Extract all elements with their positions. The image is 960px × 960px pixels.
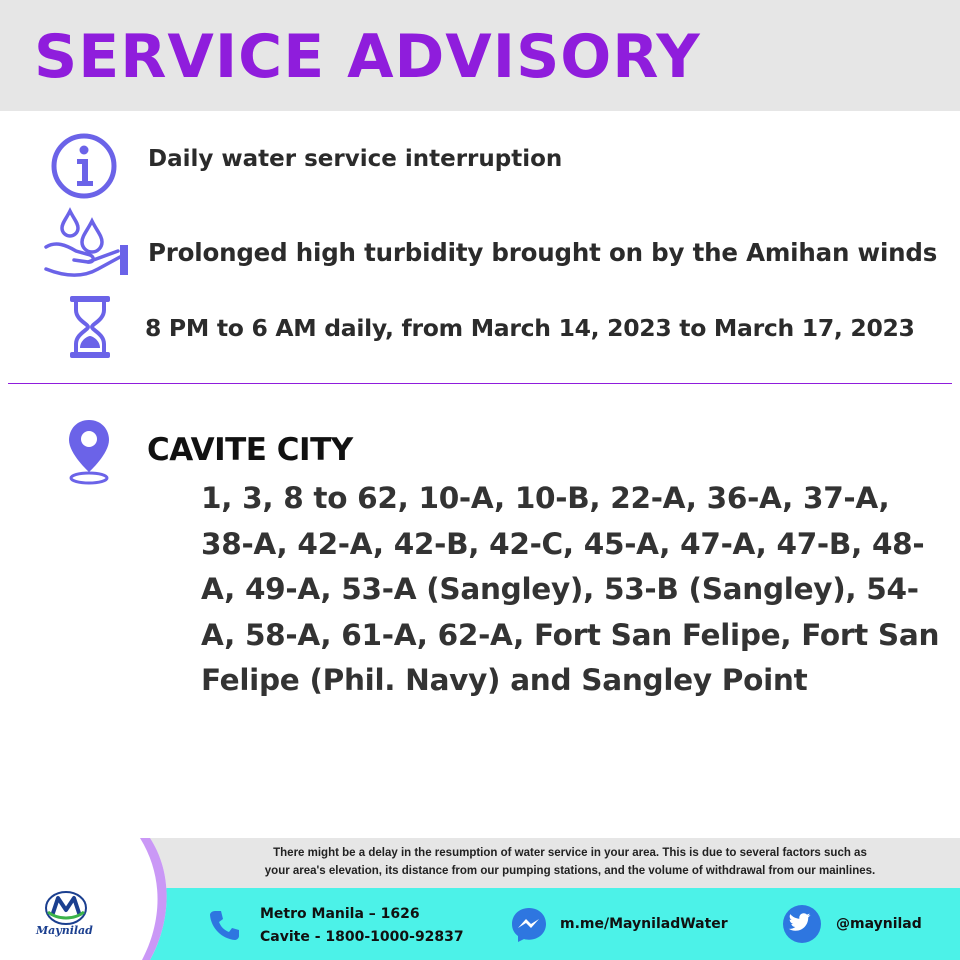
twitter-icon	[782, 904, 822, 949]
footer-note-line-1: There might be a delay in the resumption of water service in your area. This is due to several factors such as	[273, 847, 867, 859]
affected-areas: 1, 3, 8 to 62, 10-A, 10-B, 22-A, 36-A, 37-A, 38-A, 42-A, 42-B, 42-C, 45-A, 47-A, 47-B, 48-A, 49-A, 53-A (Sangley), 53-B (Sangley), 54-A, 58-A, 61-A, 62-A, Fort San Felipe, Fort San Felipe (Phil. Navy) and Sangley Point	[201, 481, 940, 697]
info-icon	[46, 133, 122, 204]
page-title: SERVICE ADVISORY	[34, 22, 701, 92]
header-banner	[0, 0, 960, 111]
detail-row-reason	[0, 205, 960, 283]
logo-panel	[0, 838, 175, 960]
logo-wordmark: Maynilad	[36, 924, 93, 937]
hourglass-icon	[68, 294, 112, 365]
detail-row-title	[0, 128, 960, 198]
location-pin-icon	[66, 418, 112, 491]
hotline-metro-manila: Metro Manila – 1626	[260, 906, 420, 922]
phone-icon	[208, 908, 242, 947]
footer-note-line-2: your area's elevation, its distance from our pumping stations, and the volume of withdrawal from our mainlines.	[264, 865, 876, 877]
city-name: CAVITE CITY	[147, 432, 353, 468]
messenger-link[interactable]: m.me/MayniladWater	[560, 916, 728, 932]
detail-row-schedule	[0, 292, 960, 362]
section-divider	[8, 383, 952, 384]
hotline-cavite: Cavite - 1800-1000-92837	[260, 929, 464, 945]
interruption-schedule: 8 PM to 6 AM daily, from March 14, 2023 to March 17, 2023	[145, 314, 915, 342]
footer	[0, 838, 960, 960]
water-hand-icon	[40, 207, 135, 286]
interruption-reason: Prolonged high turbidity brought on by the Amihan winds	[148, 238, 938, 267]
interruption-title: Daily water service interruption	[148, 146, 563, 172]
messenger-icon	[510, 906, 548, 949]
footer-note	[190, 844, 950, 880]
twitter-handle[interactable]: @maynilad	[836, 916, 922, 932]
